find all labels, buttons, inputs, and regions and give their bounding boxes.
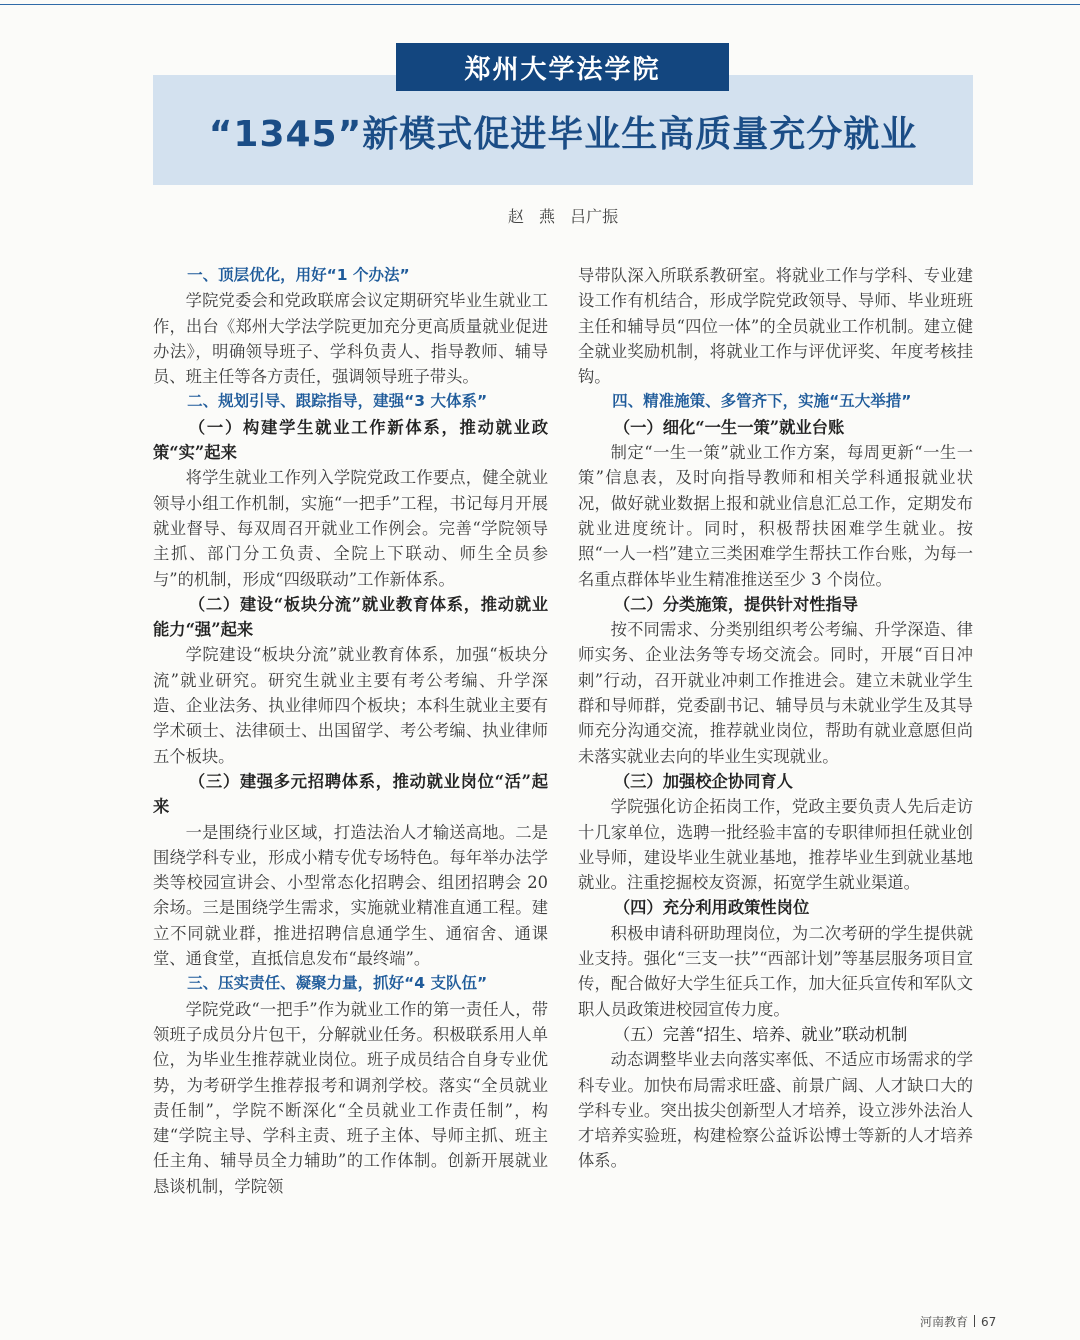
footer-divider [974,1315,975,1327]
article-title: “1345”新模式促进毕业生高质量充分就业 [208,114,918,155]
right-column [578,263,973,1174]
left-paragraph: 学院党委会和党政联席会议定期研究毕业生就业工作，出台《郑州大学法学院更加充分更高质量就业促进办法》，明确领导班子、学科负责人、指导教师、辅导员、班主任等各方责任，强调领导班子带头。 [153,291,548,387]
left-subheading: （二）建设“板块分流”就业教育体系，推动就业能力“强”起来 [153,594,548,640]
byline: 赵 燕 吕广振 [507,207,619,226]
right-section-heading: 四、精准施策、多管齐下，实施“五大举措” [612,392,912,411]
right-paragraph: 学院强化访企拓岗工作，党政主要负责人先后走访十几家单位，选聘一批经验丰富的专职律师担任就业创业导师，建设毕业生就业基地，推荐毕业生到就业基地就业。注重挖掘校友资源，拓宽学生就业渠道。 [578,797,973,893]
left-paragraph: 学院建设“板块分流”就业教育体系，加强“板块分流”就业研究。研究生就业主要有考公考编、升学深造、企业法务、执业律师四个板块；本科生就业主要有学术硕士、法律硕士、出国留学、考公考编、执业律师五个板块。 [153,645,548,766]
right-subheading: （五）完善“招生、培养、就业”联动机制 [613,1024,908,1044]
page-footer [920,1313,1070,1330]
right-subheading: （四）充分利用政策性岗位 [613,898,810,918]
left-section-heading: 一、顶层优化，用好“1 个办法” [187,266,410,284]
left-paragraph: 学院党政“一把手”作为就业工作的第一责任人，带领班子成员分片包干，分解就业任务。积极联系用人单位，为毕业生推荐就业岗位。班子成员结合自身专业优势，为考研学生推荐报考和调剂学校。落实“全员就业责任制”，学院不断深化“全员就业工作责任制”，构建“学院主导、学科主责、班子主体、导师主抓、班主任主角、辅导员全力辅助”的工作体制。创新开展就业恳谈机制，学院领 [153,999,548,1196]
left-subheading: （一）构建学生就业工作新体系，推动就业政策“实”起来 [153,417,548,463]
page-number: 67 [981,1315,997,1329]
right-subheading: （二）分类施策，提供针对性指导 [613,594,859,614]
section-tag: 郑州大学法学院 [396,43,729,91]
right-paragraph: 动态调整毕业去向落实率低、不适应市场需求的学科专业。加快布局需求旺盛、前景广阔、人才缺口大的学科专业。突出拔尖创新型人才培养，设立涉外法治人才培养实验班，构建检察公益诉讼博士等新的人才培养体系。 [578,1050,973,1171]
right-paragraph: 导带队深入所联系教研室。将就业工作与学科、专业建设工作有机结合，形成学院党政领导、导师、毕业班班主任和辅导员“四位一体”的全员就业工作机制。建立健全就业奖励机制，将就业工作与评优评奖、年度考核挂钩。 [578,266,973,387]
right-subheading: （三）加强校企协同育人 [613,771,793,791]
left-section-heading: 三、压实责任、凝聚力量，抓好“4 支队伍” [187,974,488,993]
left-paragraph: 一是围绕行业区域，打造法治人才输送高地。二是围绕学科专业，形成小精专优专场特色。每年举办法学类等校园宣讲会、小型常态化招聘会、组团招聘会 20 余场。三是围绕学生需求，实施就业精准直通工程。建立不同就业群，推进招聘信息通学生、通宿舍、通课堂、通食堂，直抵信息发布“最终端”。 [153,822,548,969]
left-paragraph: 将学生就业工作列入学院党政工作要点，健全就业领导小组工作机制，实施“一把手”工程，书记每月开展就业督导、每双周召开就业工作例会。完善“学院领导主抓、部门分工负责、全院上下联动、师生全员参与”的机制，形成“四级联动”工作新体系。 [153,468,548,589]
right-subheading: （一）细化“一生一策”就业台账 [613,417,845,437]
left-subheading: （三）建强多元招聘体系，推动就业岗位“活”起来 [153,771,548,817]
magazine-name: 河南教育 [920,1315,969,1329]
right-paragraph: 制定“一生一策”就业工作方案，每周更新“一生一策”信息表，及时向指导教师和相关学科通报就业状况，做好就业数据上报和就业信息汇总工作，定期发布就业进度统计。同时，积极帮扶困难学生就业。按照“一人一档”建立三类困难学生帮扶工作台账，为每一名重点群体毕业生精准推送至少 3 个岗位。 [578,443,973,589]
right-paragraph: 积极申请科研助理岗位，为二次考研的学生提供就业支持。强化“三支一扶”“西部计划”等基层服务项目宣传，配合做好大学生征兵工作，加大征兵宣传和军队文职人员政策进校园宣传力度。 [578,923,973,1019]
left-column [153,263,548,1199]
left-section-heading: 二、规划引导、跟踪指导，建强“3 大体系” [187,392,488,411]
right-paragraph: 按不同需求、分类别组织考公考编、升学深造、律师实务、企业法务等专场交流会。同时，开展“百日冲刺”行动，召开就业冲刺工作推进会。建立未就业学生群和导师群，党委副书记、辅导员与未就业学生及其导师充分沟通交流，推荐就业岗位，帮助有就业意愿但尚未落实就业去向的毕业生实现就业。 [578,620,973,766]
top-rule [0,4,1080,5]
